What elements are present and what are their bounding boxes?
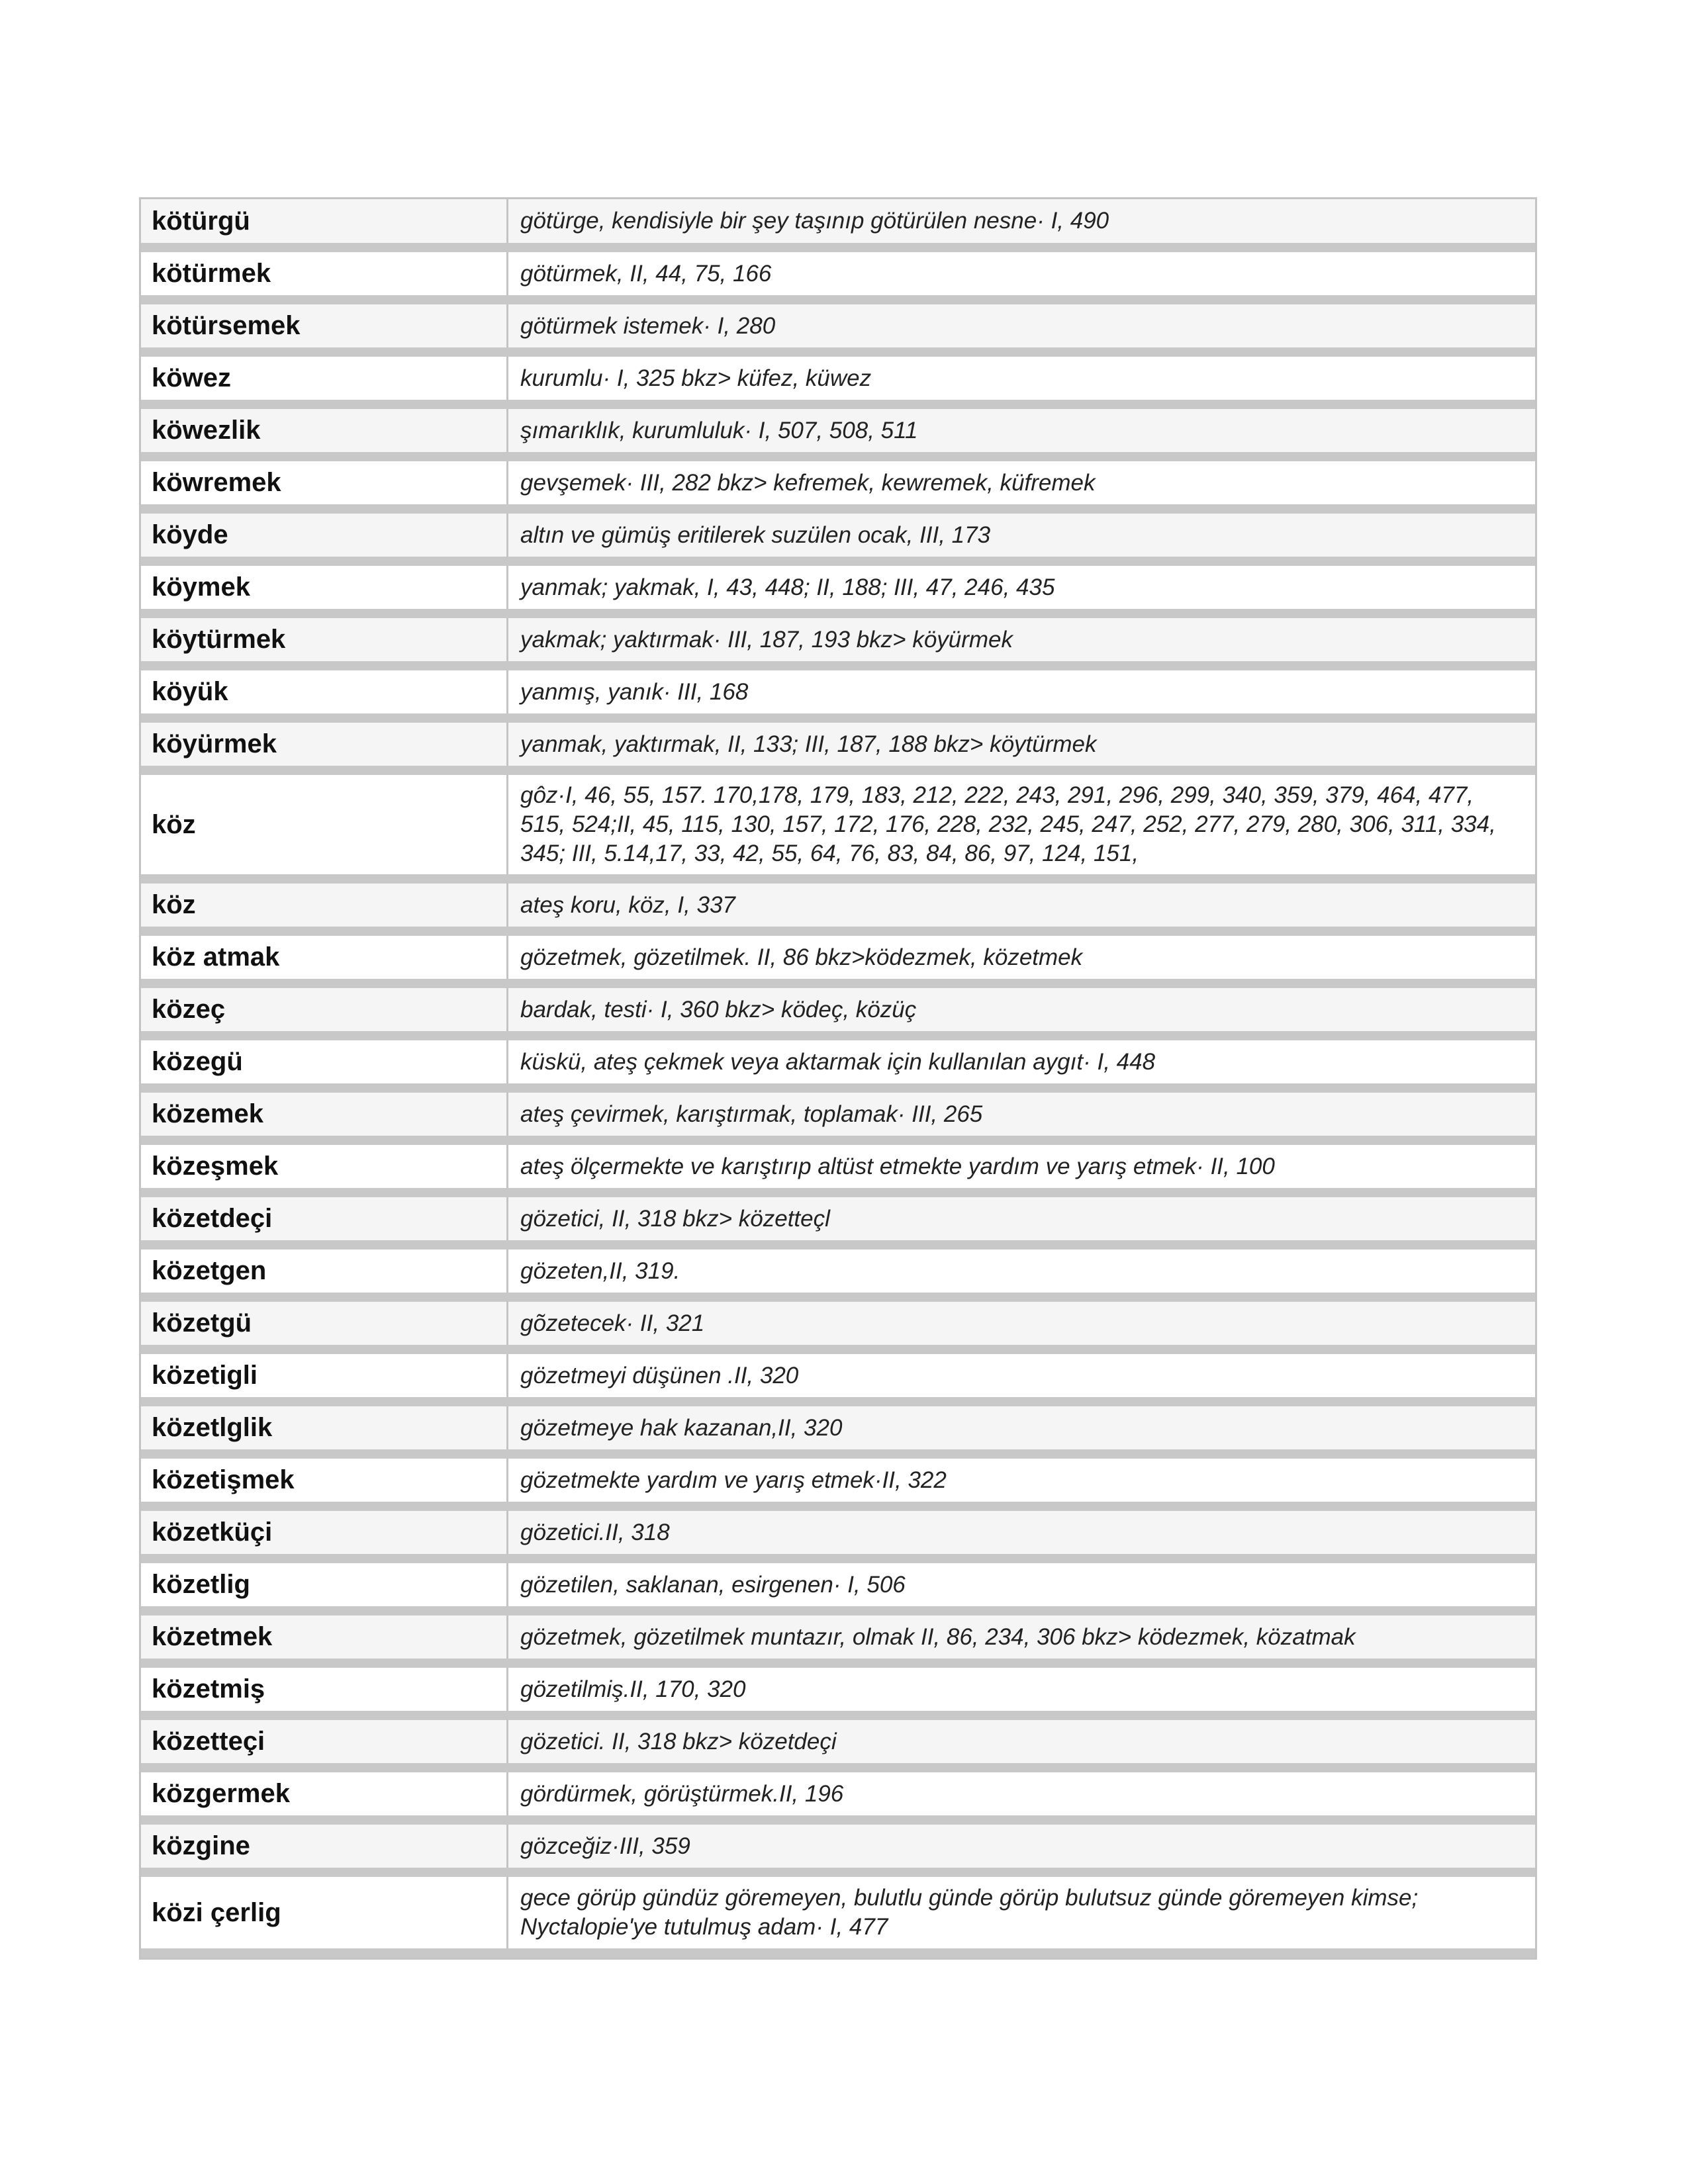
table-row — [141, 1406, 1535, 1459]
entry-definition: küskü, ateş çekmek veya aktarmak için kullanılan aygıt· I, 448 — [520, 1048, 1156, 1075]
entry-definition: ateş koru, köz, I, 337 — [520, 891, 735, 918]
entry-term: kötürgü — [141, 199, 508, 243]
entry-definition: götürge, kendisiyle bir şey taşınıp götürülen nesne· I, 490 — [520, 208, 1109, 234]
entry-definition: ateş ölçermekte ve karıştırıp altüst etmekte yardım ve yarış etmek· II, 100 — [520, 1153, 1275, 1179]
table-row — [141, 1354, 1535, 1406]
table-row — [141, 566, 1535, 618]
entry-term: közetigli — [141, 1354, 508, 1397]
table-row — [141, 357, 1535, 409]
entry-term: közetgen — [141, 1250, 508, 1293]
entry-term: köz — [141, 884, 508, 927]
table-row — [141, 1511, 1535, 1563]
entry-definition: gözetmeye hak kazanan,II, 320 — [520, 1414, 843, 1441]
entry-term: közgermek — [141, 1772, 508, 1815]
entry-term: köwezlik — [141, 409, 508, 452]
entry-definition: altın ve gümüş eritilerek suzülen ocak, III, 173 — [520, 522, 991, 548]
entry-term: közetteçi — [141, 1720, 508, 1763]
table-row — [141, 1720, 1535, 1772]
entry-definition: gözetmek, gözetilmek. II, 86 bkz>ködezmek, közetmek — [520, 944, 1083, 970]
entry-definition: kurumlu· I, 325 bkz> küfez, küwez — [520, 365, 872, 391]
table-row — [141, 723, 1535, 775]
entry-term: köyük — [141, 670, 508, 713]
entry-definition: yakmak; yaktırmak· III, 187, 193 bkz> köyürmek — [520, 626, 1013, 653]
entry-definition: gevşemek· III, 282 bkz> kefremek, kewremek, küfremek — [520, 469, 1096, 496]
entry-term: közetküçi — [141, 1511, 508, 1554]
table-row — [141, 775, 1535, 884]
entry-term: közeşmek — [141, 1145, 508, 1188]
entry-definition: gözetici.II, 318 — [520, 1519, 670, 1545]
table-row — [141, 514, 1535, 566]
entry-definition: gözetmekte yardım ve yarış etmek·II, 322 — [520, 1467, 947, 1493]
table-row — [141, 1250, 1535, 1302]
table-row — [141, 1302, 1535, 1354]
entry-definition: götürmek, II, 44, 75, 166 — [520, 260, 772, 287]
table-row — [141, 1825, 1535, 1877]
entry-definition: bardak, testi· I, 360 bkz> ködeç, közüç — [520, 996, 917, 1023]
entry-term: köymek — [141, 566, 508, 609]
entry-definition: gördürmek, görüştürmek.II, 196 — [520, 1780, 844, 1807]
entry-term: kötürmek — [141, 252, 508, 295]
entry-term: köwez — [141, 357, 508, 400]
entry-definition: gözceğiz·III, 359 — [520, 1833, 690, 1859]
entry-term: köyürmek — [141, 723, 508, 766]
entry-term: köz atmak — [141, 936, 508, 979]
table-row — [141, 936, 1535, 988]
entry-definition: gece görüp gündüz göremeyen, bulutlu günde görüp bulutsuz günde göremeyen kimse; Nyctalopie'ye tutulmuş adam· I, 477 — [520, 1885, 1419, 1940]
entry-definition: ateş çevirmek, karıştırmak, toplamak· III, 265 — [520, 1101, 983, 1127]
table-row — [141, 1668, 1535, 1720]
entry-term: közetlglik — [141, 1406, 508, 1449]
entry-definition: gözetici. II, 318 bkz> közetdeçi — [520, 1728, 837, 1754]
table-row — [141, 199, 1535, 252]
table-row — [141, 670, 1535, 723]
entry-term: kötürsemek — [141, 304, 508, 347]
entry-definition: gözetilen, saklanan, esirgenen· I, 506 — [520, 1571, 906, 1598]
table-row — [141, 1563, 1535, 1615]
entry-term: közetmek — [141, 1615, 508, 1659]
table-row — [141, 618, 1535, 670]
entry-term: közgine — [141, 1825, 508, 1868]
entry-definition: gõzetecek· II, 321 — [520, 1310, 705, 1336]
entry-definition: gözeten,II, 319. — [520, 1257, 680, 1284]
table-row — [141, 1877, 1535, 1958]
entry-definition: gözetici, II, 318 bkz> közetteçl — [520, 1205, 830, 1232]
entry-definition: yanmış, yanık· III, 168 — [520, 678, 749, 705]
table-row — [141, 252, 1535, 304]
entry-term: közetlig — [141, 1563, 508, 1606]
glossary-table — [139, 197, 1537, 1960]
table-row — [141, 1772, 1535, 1825]
table-row — [141, 1197, 1535, 1250]
entry-term: közegü — [141, 1040, 508, 1083]
entry-term: közetişmek — [141, 1459, 508, 1502]
entry-term: köwremek — [141, 461, 508, 504]
entry-term: köytürmek — [141, 618, 508, 661]
table-row — [141, 1615, 1535, 1668]
entry-definition: götürmek istemek· I, 280 — [520, 312, 776, 339]
entry-term: köz — [141, 775, 508, 874]
table-row — [141, 1040, 1535, 1093]
entry-term: közetmiş — [141, 1668, 508, 1711]
table-row — [141, 1093, 1535, 1145]
table-row — [141, 1145, 1535, 1197]
entry-term: közeç — [141, 988, 508, 1031]
entry-definition: şımarıklık, kurumluluk· I, 507, 508, 511 — [520, 417, 918, 443]
entry-definition: yanmak; yakmak, I, 43, 448; II, 188; III, 47, 246, 435 — [520, 574, 1055, 600]
table-row — [141, 304, 1535, 357]
entry-term: közetgü — [141, 1302, 508, 1345]
entry-term: közi çerlig — [141, 1877, 508, 1948]
entry-definition: gözetilmiş.II, 170, 320 — [520, 1676, 746, 1702]
entry-term: közemek — [141, 1093, 508, 1136]
entry-definition: gôz·I, 46, 55, 157. 170,178, 179, 183, 212, 222, 243, 291, 296, 299, 340, 359, 379, 464, 477, 515, 524;II, 45, 115, 130, 157, 172, 176, 228, 232, 245, 247, 252, 277, 279, 280, 306, 311, 334, 345; III, 5.14,17, 33, 42, 55, 64, 76, 83, 84, 86, 97, 124, 151, — [520, 782, 1496, 866]
entry-definition: gözetmeyi düşünen .II, 320 — [520, 1362, 799, 1388]
entry-definition: gözetmek, gözetilmek muntazır, olmak II, 86, 234, 306 bkz> ködezmek, közatmak — [520, 1623, 1356, 1650]
entry-term: köyde — [141, 514, 508, 557]
entry-term: közetdeçi — [141, 1197, 508, 1240]
table-row — [141, 884, 1535, 936]
entry-definition: yanmak, yaktırmak, II, 133; III, 187, 188 bkz> köytürmek — [520, 731, 1097, 757]
table-row — [141, 409, 1535, 461]
table-row — [141, 1459, 1535, 1511]
table-row — [141, 988, 1535, 1040]
table-row — [141, 461, 1535, 514]
